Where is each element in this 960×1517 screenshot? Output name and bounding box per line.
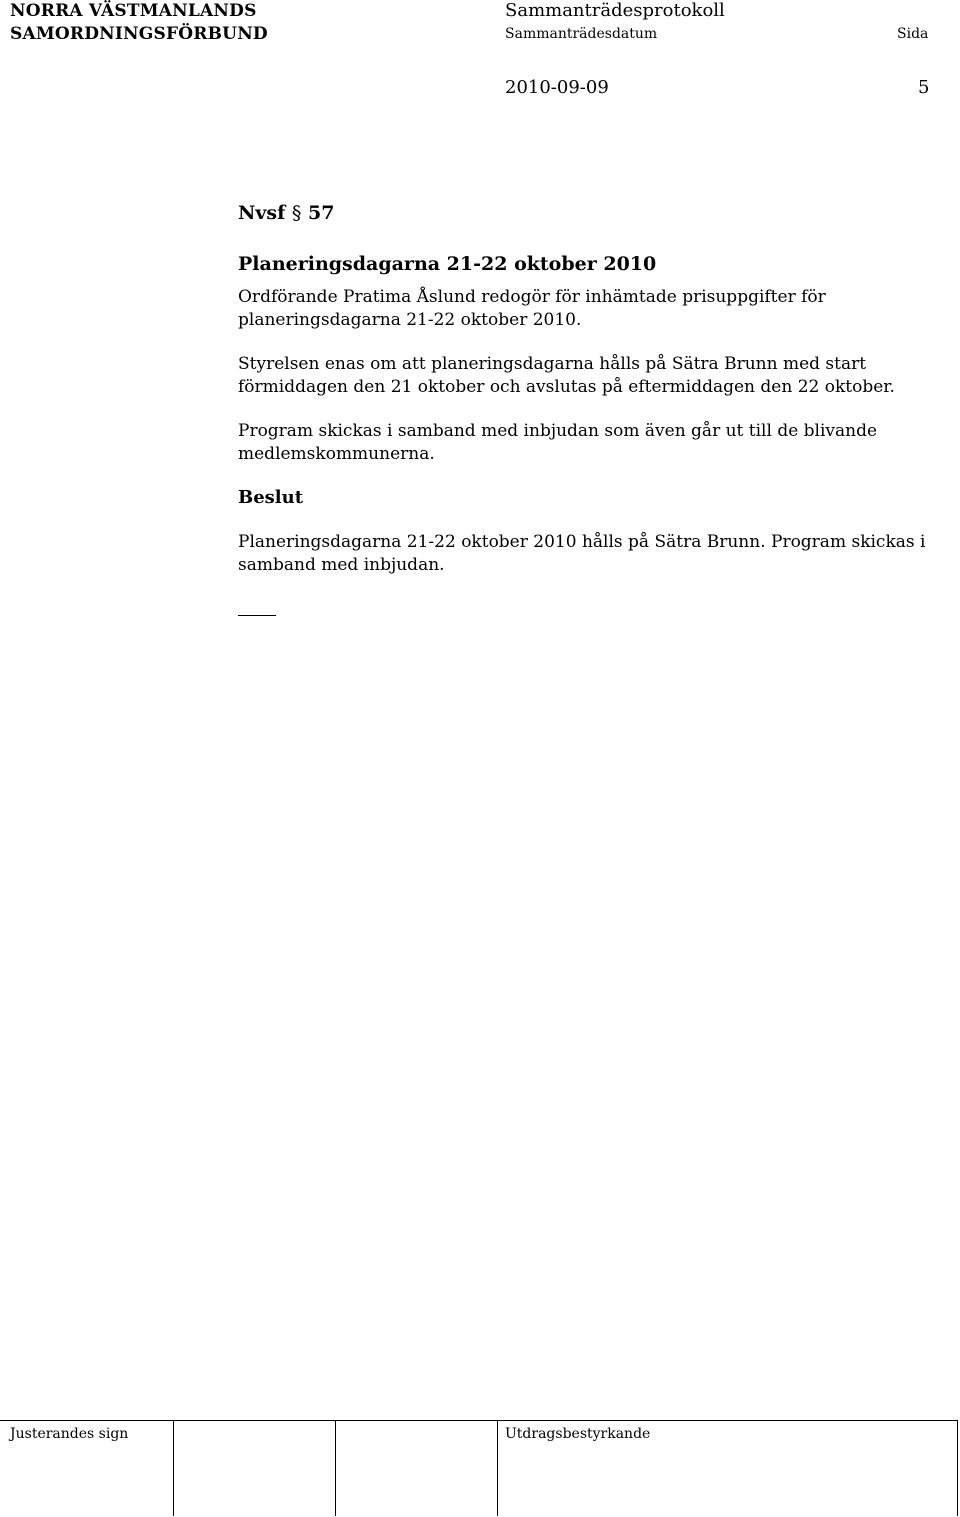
extract-certification-label: Utdragsbestyrkande: [505, 1426, 651, 1442]
minutes-content: [238, 200, 938, 616]
decision-text: Planeringsdagarna 21-22 oktober 2010 hålls på Sätra Brunn. Program skickas i samband med inbjudan.: [238, 532, 926, 575]
signature-footer: [0, 1420, 958, 1516]
signature-box-2: [174, 1421, 336, 1516]
page-number: 5: [918, 77, 930, 98]
meeting-date-label: Sammanträdesdatum: [505, 26, 658, 42]
organization-name: [10, 0, 268, 46]
organization-name-line1: NORRA VÄSTMANLANDS: [10, 1, 257, 21]
paragraph-number: [238, 200, 938, 226]
meeting-date-value: 2010-09-09: [505, 77, 609, 98]
body-paragraph: Ordförande Pratima Åslund redogör för inhämtade prisuppgifter för planeringsdagarna 21-22 oktober 2010.: [238, 287, 826, 330]
document-type: Sammanträdesprotokoll: [505, 0, 725, 21]
section-symbol: §: [291, 202, 302, 224]
section-heading: Planeringsdagarna 21-22 oktober 2010: [238, 253, 657, 275]
signature-label: Justerandes sign: [10, 1426, 129, 1442]
body-paragraph: Styrelsen enas om att planeringsdagarna hålls på Sätra Brunn med start förmiddagen den 21 oktober och avslutas på eftermiddagen den 22 oktober.: [238, 354, 895, 397]
end-rule: [238, 615, 276, 616]
paragraph-number-value: 57: [308, 202, 335, 224]
organization-name-line2: SAMORDNINGSFÖRBUND: [10, 24, 268, 44]
paragraph-prefix: Nvsf: [238, 202, 286, 224]
decision-heading: Beslut: [238, 487, 304, 508]
body-paragraph: Program skickas i samband med inbjudan som även går ut till de blivande medlemskommunerna.: [238, 421, 878, 464]
page-label: Sida: [897, 26, 929, 42]
signature-box-3: [336, 1421, 498, 1516]
